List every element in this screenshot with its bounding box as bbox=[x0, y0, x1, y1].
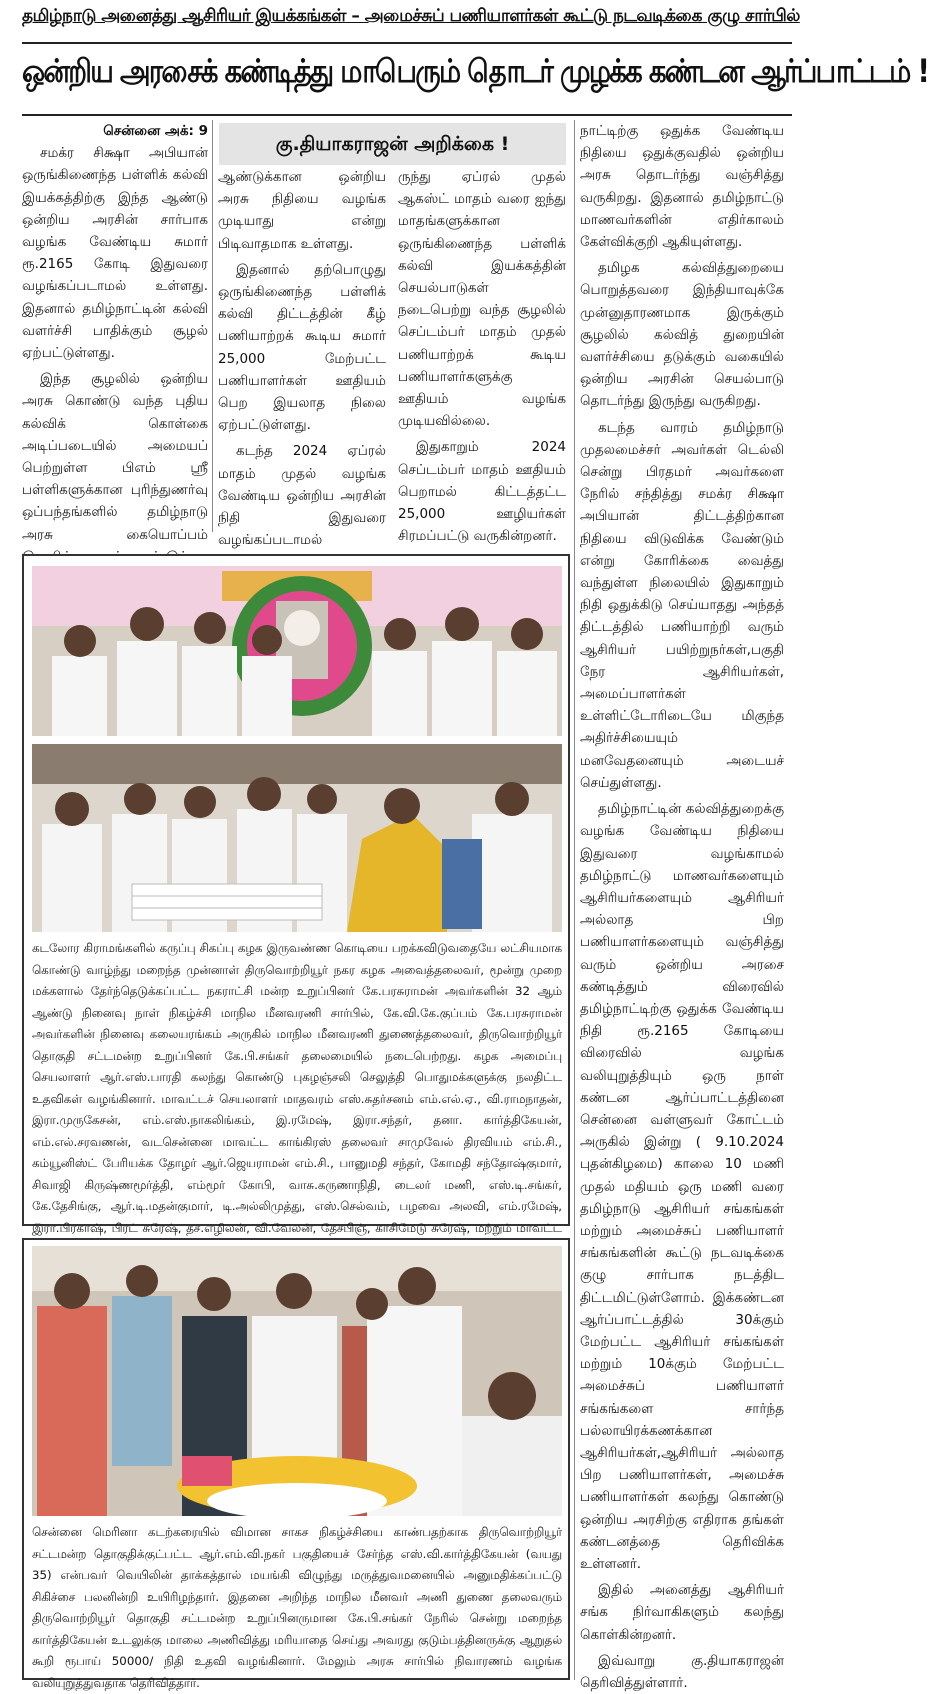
welfare-distribution-photo bbox=[32, 744, 562, 932]
column-3 bbox=[398, 166, 566, 545]
kicker: தமிழ்நாடு அனைத்து ஆசிரியர் இயக்கங்கள் – அமைச்சுப் பணியாளர்கள் கூட்டு நடவடிக்கை குழு சார்பில் bbox=[22, 6, 800, 26]
col4-para: கடந்த வாரம் தமிழ்நாடு முதலமைச்சர் அவர்கள் டெல்லி சென்று பிரதமர் அவர்களை நேரில் சந்தித்து சமக்ர சிக்ஷா அபியான் திட்டத்திற்கான நிதியை விடுவிக்க வேண்டும் என்று கோரிக்கை வைத்து வந்துள்ள நிலையில் இதுகாறும் நிதி ஒதுக்கிடு செய்யாதது அந்தத் திட்டத்தில் பணியாற்றி வரும் ஆசிரியர் பயிற்றுநர்கள்,பகுதி நேர ஆசிரியர்கள், அமைப்பாளர்கள் உள்ளிட்டோரிடையே மிகுந்த அதிர்ச்சியையும் மனவேதனையும் அடையச் செய்துள்ளது. bbox=[580, 419, 784, 791]
col3-para: இதுகாறும் 2024 செப்டம்பர் மாதம் ஊதியம் பெறாமல் கிட்டத்தட்ட 25,000 ஊழியர்கள் சிரமப்பட்டு வருகின்றனர். bbox=[398, 439, 566, 545]
photo-story-2 bbox=[22, 1238, 570, 1690]
rule-top bbox=[22, 42, 792, 44]
column-1 bbox=[22, 120, 208, 543]
col1-para: சமக்ர சிக்ஷா அபியான் ஒருங்கிணைந்த பள்ளிக் கல்வி இயக்கத்திற்கு இந்த ஆண்டு ஒன்றிய அரசின் சார்பாக வழங்க வேண்டிய சுமார் ரூ.2165 கோடி இதுவரை வழங்கப்படாமல் உள்ளது. இதனால் தமிழ்நாட்டின் கல்வி வளர்ச்சி பாதிக்கும் சூழல் ஏற்பட்டுள்ளது. bbox=[22, 145, 208, 362]
byline: கு.தியாகராஜன் அறிக்கை ! bbox=[219, 123, 566, 165]
col4-para: நாட்டிற்கு ஒதுக்க வேண்டிய நிதியை ஒதுக்குவதில் ஒன்றிய அரசு தொடர்ந்து வஞ்சித்து வருகிறது. இதனால் தமிழ்நாட்டு மாணவர்களின் எதிர்காலம் கேள்விக்குறி ஆகியுள்ளது. bbox=[580, 123, 784, 251]
col2-para: இதனால் தற்பொழுது ஒருங்கிணைந்த பள்ளிக் கல்வி திட்டத்தின் கீழ் பணியாற்றக் கூடிய சுமார் 25,000 மேற்பட்ட பணியாளர்கள் ஊதியம் பெற இயலாத நிலை ஏற்பட்டுள்ளது. bbox=[218, 261, 386, 434]
col4-para: இவ்வாறு கு.தியாகராஜன் தெரிவித்துள்ளார். bbox=[580, 1652, 784, 1692]
col4-para: இதில் அனைத்து ஆசிரியர் சங்க நிர்வாகிகளும் கலந்து கொள்கின்றனர். bbox=[580, 1582, 784, 1643]
photo-story-1 bbox=[22, 554, 570, 1235]
column-2 bbox=[218, 166, 386, 549]
photo-caption-2: சென்னை மெரினா கடற்கரையில் விமான சாகச நிகழ்ச்சியை காண்பதற்காக திருவொற்றியூர் சட்டமன்ற தொகுதிக்குட்பட்ட ஆர்.எம்.வி.நகர் பகுதியைச் சேர்ந்த எஸ்.வி.கார்த்திகேயன் (வயது 35) என்பவர் வெயிலின் தாக்கத்தால் மயங்கி விழுந்து மருத்துவமனையில் அனுமதிக்கப்பட்டு சிகிச்சை பலனின்றி உயிரிழந்தார். இதனை அறிந்த மாநில மீனவர் அணி துணை தலைவரும் திருவொற்றியூர் தொகுதி சட்டமன்ற உறுப்பினருமான கே.பி.சங்கர் நேரில் சென்று மறைந்த கார்த்திகேயன் உடலுக்கு மாலை அணிவித்து மரியாதை செய்து அவரது குடும்பத்தினருக்கு ஆறுதல் கூறி ரூபாய் 50000/ நிதி உதவி வழங்கினார். மேலும் அரசு சார்பில் நிவாரணம் வழங்க வலியுறுத்துவதாக தெரிவித்தார். bbox=[32, 1525, 562, 1690]
rule-under-headline bbox=[22, 114, 792, 116]
col3-para: ருந்து ஏப்ரல் முதல் ஆகஸ்ட் மாதம் வரை ஐந்து மாதங்களுக்கான ஒருங்கிணைந்த பள்ளிக் கல்வி இயக்கத்தின் செயல்பாடுகள் நடைபெற்று வந்த சூழலில் செப்டம்பர் மாதம் முதல் பணியாற்றக் கூடிய பணியாளர்களுக்கு ஊதியம் வழங்க முடியவில்லை. bbox=[398, 169, 566, 430]
col4-para: தமிழக கல்வித்துறையை பொறுத்தவரை இந்தியாவுக்கே முன்னுதாரணமாக இருக்கும் சூழலில் கல்வித் துறையின் வளர்ச்சியை தடுக்கும் வகையில் ஒன்றிய அரசின் செயல்பாடு தொடர்ந்து இருந்து வருகிறது. bbox=[580, 260, 784, 410]
memorial-tribute-photo bbox=[32, 566, 562, 736]
col4-para: தமிழ்நாட்டின் கல்வித்துறைக்கு வழங்க வேண்டிய நிதியை இதுவரை வழங்காமல் தமிழ்நாட்டு மாணவர்களையும் ஆசிரியர்களையும் ஆசிரியர் அல்லாத பிற பணியாளர்களையும் வஞ்சித்து வரும் ஒன்றிய அரசை கண்டித்தும் விரைவில் தமிழ்நாட்டிற்கு ஒதுக்க வேண்டிய நிதி ரூ.2165 கோடியை விரைவில் வழங்க வலியுறுத்தியும் ஒரு நாள் கண்டன ஆர்ப்பாட்டத்தினை சென்னை வள்ளுவர் கோட்டம் அருகில் இன்று ( 9.10.2024 புதன்கிழமை) காலை 10 மணி முதல் மதியம் ஒரு மணி வரை தமிழ்நாடு ஆசிரியர் சங்கங்கள் மற்றும் அமைச்சுப் பணியாளர் சங்கங்களின் கூட்டு நடவடிக்கை குழு சார்பாக நடத்திட திட்டமிட்டுள்ளோம். இக்கண்டன ஆர்ப்பாட்டத்தில் 30க்கும் மேற்பட்ட ஆசிரியர் சங்கங்கள் மற்றும் 10க்கும் மேற்பட்ட அமைச்சுப் பணியாளர் சங்கங்களை சார்ந்த பல்லாயிரக்கணக்கான ஆசிரியர்கள்,ஆசிரியர் அல்லாத பிற பணியாளர்கள், அமைச்சு பணியாளர்கள் கலந்து கொண்டு ஒன்றிய அரசிற்கு எதிராக தங்கள் கண்டனத்தை தெரிவிக்க உள்ளனர். bbox=[580, 801, 784, 1572]
column-4 bbox=[580, 120, 784, 1692]
headline: ஒன்றிய அரசைக் கண்டித்து மாபெரும் தொடர் முழக்க கண்டன ஆர்ப்பாட்டம் ! bbox=[22, 52, 928, 90]
condolence-visit-photo bbox=[32, 1246, 562, 1516]
photo-caption-1: கடலோர கிராமங்களில் கருப்பு சிகப்பு கழக இருவண்ண கொடியை பறக்கவிடுவதையே லட்சியமாக கொண்டு வாழ்ந்து மறைந்த முன்னாள் திருவொற்றியூர் நகர கழக அவைத்தலைவர், மூன்று முறை மக்களால் தேர்ந்தெடுக்கப்பட்ட நகராட்சி மன்ற உறுப்பினர் கே.பரசுராமன் அவர்களின் 32 ஆம் ஆண்டு நினைவு நாள் நிகழ்ச்சி மாநில மீனவரணி சார்பில், கே.வி.கே.குப்பம் கே.பரசுராமன் அவர்களின் நினைவு கலையரங்கம் அருகில் மாநில மீனவரணி துணைத்தலைவர், திருவொற்றியூர் தொகுதி சட்டமன்ற உறுப்பினர் கே.பி.சங்கர் தலைமையில் நடைபெற்றது. கழக அமைப்பு செயலாளர் ஆர்.எஸ்.பாரதி கலந்து கொண்டு புகழஞ்சலி செலுத்தி பொதுமக்களுக்கு நலதிட்ட உதவிகள் வழங்கினார். மாவட்டச் செயலாளர் மாதவரம் எஸ்.சுதர்சனம் எம்.எல்.ஏ., வி.ராமநாதன், இரா.முருகேசன், எம்.எஸ்.நாகலிங்கம், இ.ரமேஷ், இரா.சந்தர், தனா. கார்த்திகேயன், எம்.எல்.சரவணன், வடசென்னை மாவட்ட காங்கிரஸ் தலைவர் சாமுவேல் திரவியம் எம்.சி., கம்யூனிஸ்ட் பேரியக்க தோழர் ஆர்.ஜெயராமன் எம்.சி., பானுமதி சந்தர், கோமதி சந்தோஷ்குமார், சிவாஜி கிருஷ்ணமூர்த்தி, எம்மூர் கோபி, வாசு.கருணாநிதி, டைலர் மணி, எஸ்.டி.சங்கர், கே.தேசிங்கு, ஆர்.டி.மதன்குமார், டி.அல்லிமுத்து, எஸ்.செல்வம், பழவை அலவி, எம்.ரமேஷ், இரா.பிரகாஷ், பிரட் சுரேஷ், தச.எழிலன், வி.வேலன், தேசபிஞ், காசிமேடு சுரேஷ், மற்றும் மாவட்ட bbox=[32, 941, 562, 1235]
column-divider bbox=[212, 120, 213, 532]
column-divider bbox=[574, 120, 575, 1680]
col2-para: கடந்த 2024 ஏப்ரல் மாதம் முதல் வழங்க வேண்டிய ஒன்றிய அரசின் நிதி இதுவரை வழங்கப்படாமல் bbox=[218, 443, 386, 549]
col1-para: இந்த சூழலில் ஒன்றிய அரசு கொண்டு வந்த புதிய கல்விக் கொள்கை அடிப்படையில் அமையப் பெற்றுள்ள பிஎம் ஸ்ரீ பள்ளிகளுக்கான புரிந்துணர்வு ஒப்பந்தங்களில் தமிழ்நாடு அரசு கையொப்பம் bbox=[22, 371, 208, 543]
dateline: சென்னை அக்: 9 bbox=[103, 123, 208, 139]
col2-para: ஆண்டுக்கான ஒன்றிய அரசு நிதியை வழங்க முடியாது என்று பிடிவாதமாக உள்ளது. bbox=[218, 169, 386, 252]
